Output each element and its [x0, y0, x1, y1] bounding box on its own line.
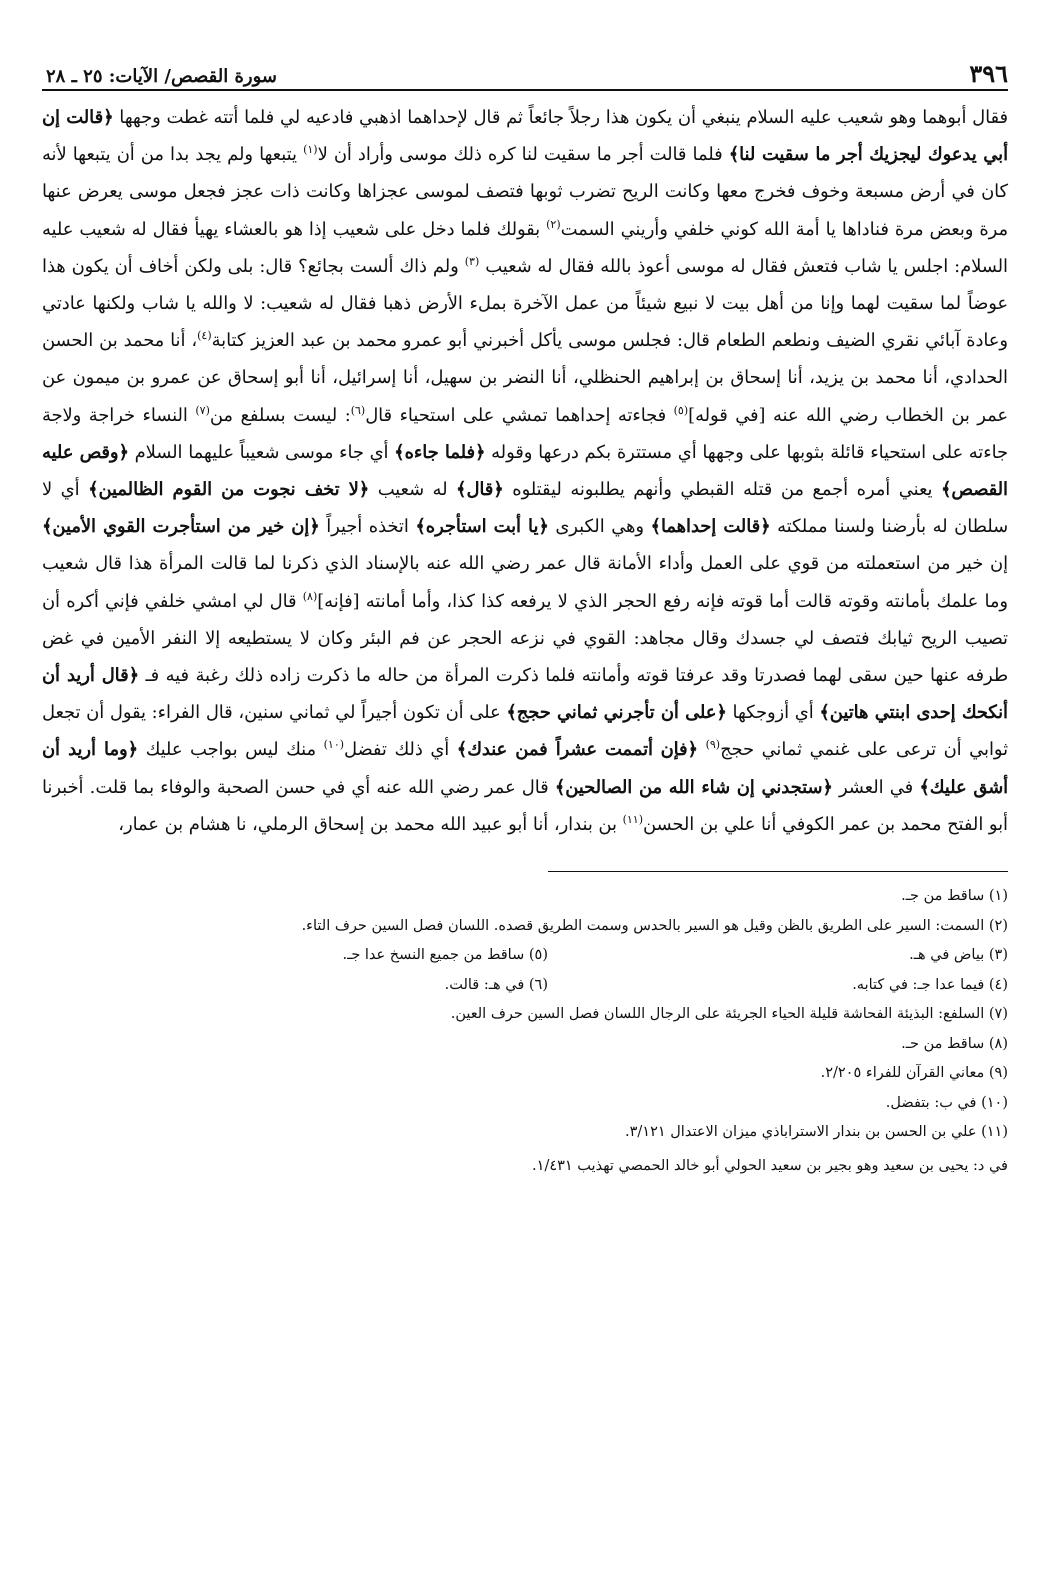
- text-run: بقولك فلما دخل على شعيب إذا هو بالعشاء يهيأ فقال له شعيب عليه السلام: اجلس يا شاب فتعش فقال له موسى: [42, 218, 1008, 277]
- page: [42, 58, 1008, 1560]
- footnote-ref[interactable]: (١١): [622, 812, 643, 826]
- footnote: (٦) في هـ: قالت.: [444, 976, 548, 993]
- text-run: على أن تكون أجيراً لي ثماني سنين، قال الفراء: يقول أن تجعل ثوابي أن ترعى على غنمي ثماني حجج: [42, 702, 1009, 761]
- footnote: (١٠) في ب: بتفضل.: [885, 1094, 1008, 1111]
- footnote: (١) ساقط من جـ.: [901, 888, 1008, 905]
- text-run: أعوذ بالله فقال له شعيب: [479, 255, 671, 277]
- text-run: أي جاء موسى شعيباً عليهما السلام: [128, 441, 395, 463]
- footnote-ref[interactable]: (١٠): [323, 738, 345, 752]
- text-run: [698, 739, 706, 760]
- footnote: (١١) علي بن الحسن بن بندار الاستراباذي ميزان الاعتدال ٣/١٢١.: [625, 1124, 1008, 1141]
- text-run: عجزاها وكانت ذات عجز فجعل موسى يعرض عنها مرة وبعض مرة فناداها يا أمة الله كوني خلفي وأريني السمت: [42, 181, 1009, 240]
- text-run: يستطيعه إلا النفر الأمين في غض طرفه عنها حين سقى لهما فصدرتا وقد عرفتا قوته وأمانته فلما ذكرت المرأة من حاله: [42, 627, 1009, 687]
- text-run: فقال أبوهما وهو شعيب عليه السلام ينبغي أن يكون هذا رجلاً جائعاً ثم قال لإحداهما اذهبي فادعيه لي فلما أتته غطت: [166, 107, 1008, 128]
- footnote-continuation: في د: يحيى بن سعيد وهو بجير بن سعيد الحولي أبو خالد الحمصي تهذيب ١/٤٣١.: [532, 1157, 1008, 1174]
- footnote-ref[interactable]: (٩): [705, 738, 721, 752]
- quran-quote: ﴿قالت إحداهما﴾: [650, 516, 771, 538]
- text-run: شعيب وما علمك بأمانته وقوته قالت أما قوته فإنه رفع الحجر الذي لا يرفعه كذا كذا، وأما أمانته [فإنه]: [42, 553, 1008, 612]
- running-title: سورة القصص/ الآيات: ٢٥ ـ ٢٨: [46, 66, 277, 87]
- text-run: أي أزوجكها: [726, 702, 820, 724]
- text-run: ، أنا محمد بن: [99, 330, 198, 352]
- page-number: ٣٩٦: [969, 59, 1008, 88]
- footnote-row: [42, 941, 1008, 971]
- footnote: (٣) بياض في هـ.: [909, 947, 1008, 964]
- footnote-divider: [548, 871, 1008, 872]
- text-run: أي ذلك تفضل: [344, 739, 457, 761]
- text-run: : ليست بسلفع من: [209, 404, 351, 426]
- quran-quote: ﴿قالت إن أبي يدعوك ليجزيك أجر ما سقيت لنا﴾: [42, 107, 1009, 166]
- text-run: قال عمر رضي الله عنه أي في حسن الصحبة والوفاء بما قلت. أخبرنا أبو الفتح: [42, 776, 1008, 835]
- text-run: وجهها: [113, 107, 161, 128]
- text-paragraph: [42, 99, 1008, 843]
- text-run: خلفي فإني أكره أن تصيب الريح ثيابك فتصف لي جسدك وقال مجاهد: القوي في نزعه الحجر عن فم البئر وكان لا: [42, 590, 1008, 649]
- main-text: [42, 99, 1008, 843]
- text-run: استعملته من قوي على العمل وأداء الأمانة قال عمر رضي الله عنه بالإسناد الذي ذكرنا لما قالت المرأة هذا قال: [95, 553, 921, 575]
- text-run: قال: [365, 404, 393, 426]
- quran-quote: ﴿وقص عليه القصص﴾: [42, 441, 1008, 501]
- text-run: في العشر: [838, 776, 920, 798]
- text-run: وقوله: [485, 441, 533, 463]
- footnote-ref[interactable]: (٤): [197, 329, 212, 343]
- quran-quote: ﴿ستجدني إن شاء الله من الصالحين﴾: [554, 776, 833, 798]
- footnote-ref[interactable]: (٦): [350, 403, 366, 417]
- text-run: فلما قالت أجر ما سقيت لنا كره ذلك موسى وأراد أن لا: [317, 144, 729, 166]
- quran-quote: ﴿قال أريد أن أنكحك إحدى ابنتي هاتين﴾: [42, 665, 1008, 724]
- footnote: (٢) السمت: السير على الطريق بالظن وقيل هو السير بالحدس وسمت الطريق قصده. اللسان فصل السين حرف التاء.: [301, 917, 1008, 934]
- footnote-ref[interactable]: (١): [303, 143, 318, 157]
- text-run: إسحاق عن عمرو بن ميمون عن عمر بن الخطاب رضي الله عنه [في قوله]: [42, 367, 1008, 426]
- footnote: (٧) السلفع: البذيئة الفحاشة قليلة الحياء الجريئة على الرجال اللسان فصل السين حرف العين.: [450, 1006, 1008, 1023]
- footnote: (٩) معاني القرآن للفراء ٢/٢٠٥.: [820, 1065, 1008, 1082]
- text-run: اتخذه أجيراً: [319, 516, 416, 538]
- text-run: النساء خراجة ولاجة جاءته على استحياء قائلة بثوبها على وجهها أي مستترة بكم درعها: [42, 404, 1009, 463]
- text-run: أي لا سلطان له بأرضنا ولسنا مملكته: [42, 479, 1008, 538]
- quran-quote: ﴿فلما جاءه﴾: [394, 441, 486, 463]
- text-run: بن بندار، أنا أبو عبيد الله محمد بن إسحاق الرملي، نا هشام بن عمار،: [118, 813, 623, 835]
- quran-quote: ﴿قال﴾: [456, 479, 504, 501]
- quran-quote: ﴿لا تخف نجوت من القوم الظالمين﴾: [88, 479, 370, 501]
- text-run: الحسن الحدادي، أنا محمد بن يزيد، أنا إسحاق بن إبراهيم الحنظلي، أنا النضر بن سهيل، أنا إسرائيل، أنا أبو: [42, 330, 1008, 389]
- text-run: إن خير من: [927, 553, 1009, 575]
- footnote-ref[interactable]: (٥): [673, 403, 689, 417]
- text-run: نقري الضيف ونطعم الطعام قال: فجلس موسى يأكل أخبرني أبو عمرو محمد بن عبد العزيز كتابة: [211, 330, 920, 352]
- quran-quote: ﴿وما أريد أن أشق عليك﴾: [42, 739, 1009, 798]
- footnote: (٥) ساقط من جميع النسخ عدا جـ.: [342, 947, 548, 964]
- footnote-ref[interactable]: (٢): [546, 217, 561, 231]
- footnote-ref[interactable]: (٨): [302, 589, 318, 603]
- quran-quote: ﴿إن خير من استأجرت القوي الأمين﴾: [42, 516, 320, 538]
- text-run: وهي الكبرى: [548, 516, 651, 538]
- footnote: (٨) ساقط من حـ.: [901, 1035, 1008, 1052]
- text-run: محمد بن عمر الكوفي أنا علي بن الحسن: [643, 813, 942, 835]
- quran-quote: ﴿على أن تأجرني ثماني حجج﴾: [506, 702, 727, 724]
- footnote-row: [42, 971, 1008, 1001]
- footnote-ref[interactable]: (٧): [195, 403, 210, 417]
- text-run: يعني أمره أجمع من قتله القبطي: [680, 479, 942, 501]
- text-run: من أهل بيت لا نبيع شيئاً من عمل الآخرة بملء الأرض ذهبا فقال له شعيب: لا والله يا شاب ولكنها عادتي وعادة آبائي: [42, 293, 1009, 352]
- footnote: (٤) فيما عدا جـ: في كتابه.: [852, 976, 1008, 993]
- quran-quote: أتممت عشراً فمن عندك﴾: [456, 739, 653, 761]
- text-run: وأنهم يطلبونه ليقتلوه: [503, 479, 672, 501]
- footnotes: [42, 882, 1008, 1181]
- text-run: له شعيب: [369, 479, 457, 501]
- text-run: قال لي امشي: [191, 590, 303, 612]
- footnote-ref[interactable]: (٣): [464, 254, 480, 268]
- quran-quote: ﴿يا أبت استأجره﴾: [415, 516, 549, 538]
- page-header: [42, 58, 1008, 91]
- quran-quote: ﴿فإن: [660, 739, 698, 761]
- text-run: فجاءته إحداهما تمشي على استحياء: [399, 404, 674, 426]
- text-run: يتبعها ولم يجد بدا من أن يتبعها لأنه كان في أرض مسبعة وخوف فخرج معها وكانت الريح تضرب ثوبها فتصف لموسى: [42, 144, 1009, 203]
- text-run: ولم ذاك ألست بجائع؟ قال: بلى ولكن أخاف أن يكون هذا عوضاً لما سقيت لهما وإنا: [42, 255, 1009, 315]
- text-run: ما ذكرت زاده ذلك رغبة فيه فـ: [139, 665, 371, 687]
- text-run: منك ليس بواجب عليك: [138, 739, 324, 761]
